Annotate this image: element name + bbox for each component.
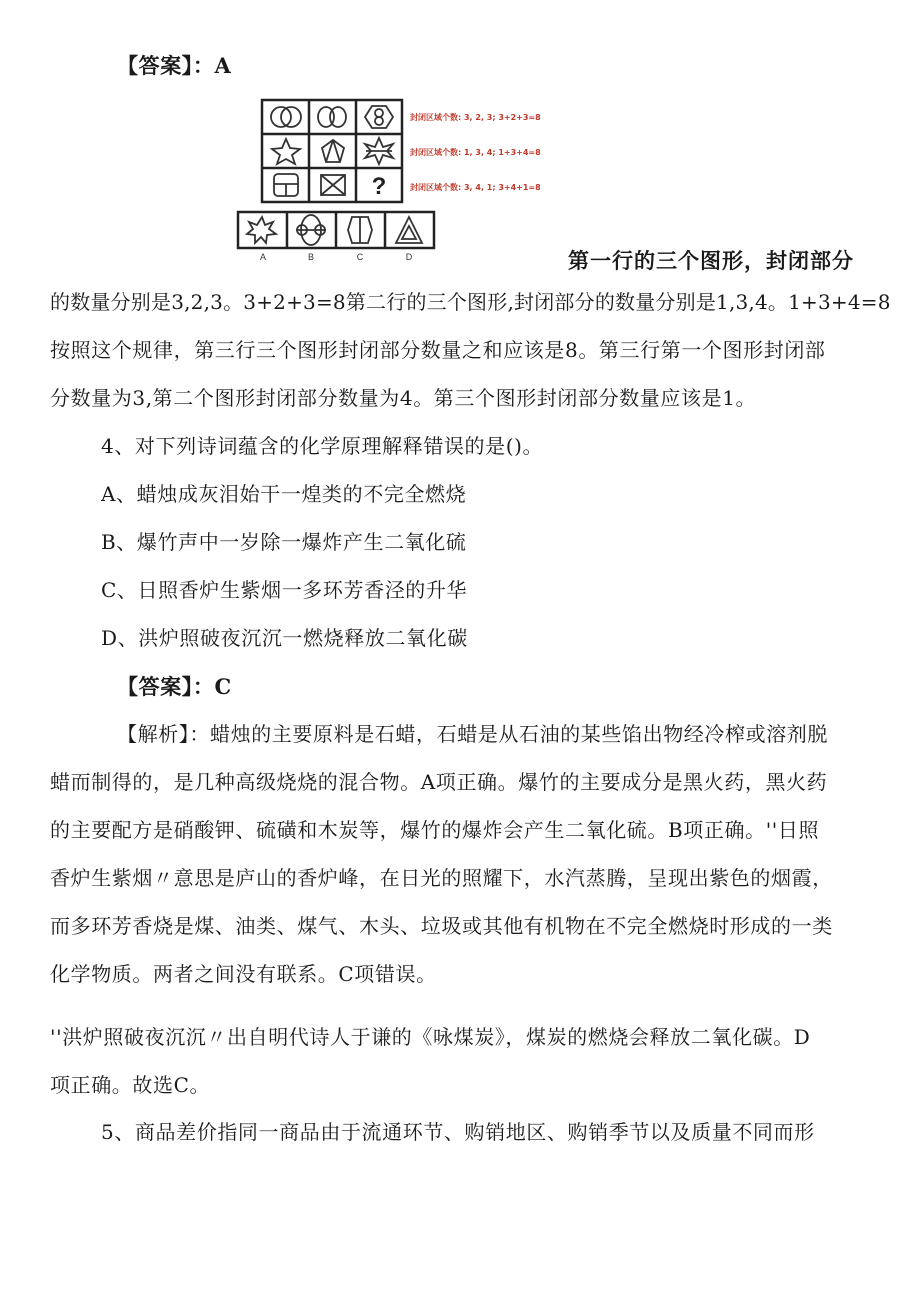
answer-label-c: 【答案】：C bbox=[117, 674, 232, 699]
question-4-option-b: B、爆竹声中一岁除一爆炸产生二氧化硫 bbox=[101, 530, 467, 554]
row1-note: 封闭区域个数: 3, 2, 3; 3+2+3=8 bbox=[410, 113, 541, 122]
explanation-line-3: 分数量为3,第二个图形封闭部分数量为4。第三个图形封闭部分数量应该是1。 bbox=[50, 386, 757, 410]
row3-note: 封闭区域个数: 3, 4, 1; 3+4+1=8 bbox=[410, 183, 541, 192]
row1-shapes bbox=[271, 106, 393, 128]
analysis-line-8: 项正确。故选C。 bbox=[50, 1073, 211, 1097]
analysis-line-1: 【解析】：蜡烛的主要原料是石蜡，石蜡是从石油的某些馅出物经冷榨或溶剂脱 bbox=[117, 722, 828, 746]
option-label-a: A bbox=[259, 252, 267, 262]
question-mark: ? bbox=[371, 173, 387, 200]
row2-shapes bbox=[272, 138, 393, 164]
analysis-line-4: 香炉生紫烟〃意思是庐山的香炉峰，在日光的照耀下，水汽蒸腾，呈现出紫色的烟霞， bbox=[50, 866, 833, 890]
option-shapes bbox=[247, 215, 422, 245]
explanation-line-1: 的数量分别是3,2,3。3+2+3=8第二行的三个图形,封闭部分的数量分别是1,3,4。1+3+4=8 bbox=[50, 290, 891, 314]
analysis-line-6: 化学物质。两者之间没有联系。C项错误。 bbox=[50, 962, 437, 986]
question-4-stem: 4、对下列诗词蕴含的化学原理解释错误的是()。 bbox=[101, 434, 544, 458]
option-label-b: B bbox=[307, 252, 315, 262]
explanation-line-2: 按照这个规律，第三行三个图形封闭部分数量之和应该是8。第三行第一个图形封闭部 bbox=[50, 338, 826, 362]
row2-note: 封闭区域个数: 1, 3, 4; 1+3+4=8 bbox=[410, 148, 541, 157]
analysis-line-5: 而多环芳香烧是煤、油类、煤气、木头、垃圾或其他有机物在不完全燃烧时形成的一类 bbox=[50, 914, 833, 938]
question-4-option-d: D、洪炉照破夜沉沉一燃烧释放二氧化碳 bbox=[101, 626, 468, 650]
figure-reasoning-puzzle bbox=[236, 98, 576, 264]
option-label-c: C bbox=[356, 252, 364, 262]
analysis-line-2: 蜡而制得的，是几种高级烧烧的混合物。A项正确。爆竹的主要成分是黑火药，黑火药 bbox=[50, 770, 828, 794]
answer-label-a: 【答案】：A bbox=[117, 53, 232, 78]
explanation-caption: 第一行的三个图形，封闭部分 bbox=[568, 248, 854, 273]
question-5-stem: 5、商品差价指同一商品由于流通环节、购销地区、购销季节以及质量不同而形 bbox=[101, 1120, 815, 1144]
question-4-option-a: A、蜡烛成灰泪始干一煌类的不完全燃烧 bbox=[101, 482, 467, 506]
analysis-line-3: 的主要配方是硝酸钾、硫磺和木炭等，爆竹的爆炸会产生二氧化硫。B项正确。''日照 bbox=[50, 818, 820, 842]
option-label-d: D bbox=[405, 252, 413, 262]
question-4-option-c: C、日照香炉生紫烟一多环芳香泾的升华 bbox=[101, 578, 468, 602]
analysis-line-7: ''洪炉照破夜沉沉〃出自明代诗人于谦的《咏煤炭》，煤炭的燃烧会释放二氧化碳。D bbox=[50, 1025, 811, 1049]
